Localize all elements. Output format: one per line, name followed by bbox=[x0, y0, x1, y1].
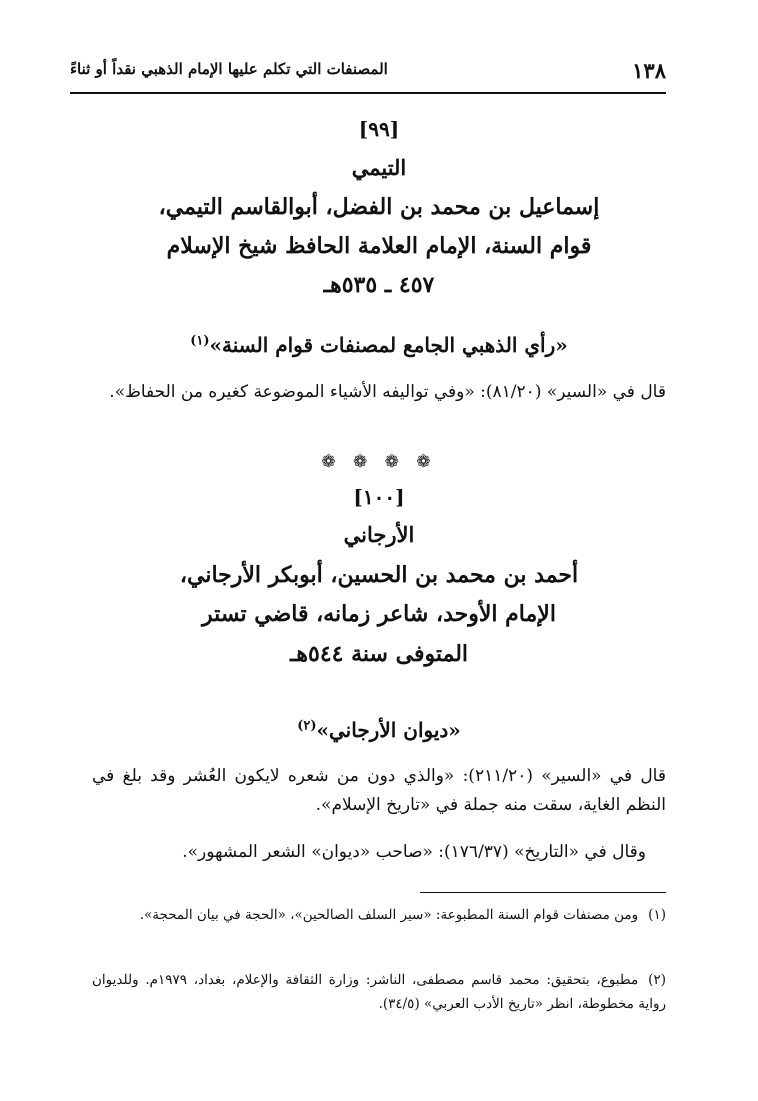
footnote-mark: (١) bbox=[648, 907, 666, 923]
footnote bbox=[92, 968, 666, 1016]
entry-title-line: قوام السنة، الإمام العلامة الحافظ شيخ الإسلام bbox=[166, 233, 592, 259]
entry-number: [٩٩] bbox=[358, 117, 400, 141]
entry-dates: المتوفى سنة ٥٤٤هـ bbox=[289, 641, 469, 667]
section-title-text: «رأي الذهبي الجامع لمصنفات قوام السنة» bbox=[209, 333, 568, 357]
paragraph: قال في «السير» (٨١/٢٠): «وفي تواليفه الأشياء الموضوعة كغيره من الحفاظ». bbox=[109, 382, 666, 402]
entry-name-line: أحمد بن محمد بن الحسين، أبوبكر الأرجاني، bbox=[179, 562, 579, 588]
header-rule bbox=[70, 92, 666, 94]
entry-dates: ٤٥٧ ـ ٥٣٥هـ bbox=[323, 272, 435, 298]
footnote-ref: (٢) bbox=[297, 718, 317, 734]
footnote-rule bbox=[420, 892, 666, 893]
page-number: ١٣٨ bbox=[632, 58, 666, 83]
footnote-ref: (١) bbox=[190, 333, 210, 349]
entry-nisba: الأرجاني bbox=[343, 522, 415, 547]
section-title-text: «ديوان الأرجاني» bbox=[316, 718, 461, 742]
entry-nisba: التيمي bbox=[351, 155, 407, 180]
footnote-mark: (٢) bbox=[648, 972, 666, 988]
footnote bbox=[92, 903, 666, 927]
footnote-text: ومن مصنفات قوام السنة المطبوعة: «سير السلف الصالحين»، «الحجة في بيان المحجة». bbox=[139, 907, 639, 923]
footnote-text: مطبوع، بتحقيق: محمد قاسم مصطفى، الناشر: وزارة الثقافة والإعلام، بغداد، ١٩٧٩م. وللديوان رواية مخطوطة، انظر «تاريخ الأدب العربي» (٣٤/٥). bbox=[92, 972, 666, 1012]
running-title: المصنفات التي تكلم عليها الإمام الذهبي نقداً أو ثناءً bbox=[70, 60, 388, 78]
separator-ornament: ❁ ❁ ❁ ❁ bbox=[321, 452, 437, 472]
section-title bbox=[60, 333, 698, 357]
entry-name-line: إسماعيل بن محمد بن الفضل، أبوالقاسم التيمي، bbox=[158, 194, 600, 220]
section-title bbox=[60, 718, 698, 742]
entry-title-line: الإمام الأوحد، شاعر زمانه، قاضي تستر bbox=[202, 601, 556, 627]
paragraph: وقال في «التاريخ» (١٧٦/٣٧): «صاحب «ديوان» الشعر المشهور». bbox=[182, 842, 646, 862]
entry-number: [١٠٠] bbox=[353, 485, 405, 509]
paragraph: قال في «السير» (٢١١/٢٠): «والذي دون من شعره لايكون العُشر وقد بلغ في النظم الغاية، سقت منه جملة في «تاريخ الإسلام». bbox=[92, 766, 666, 815]
